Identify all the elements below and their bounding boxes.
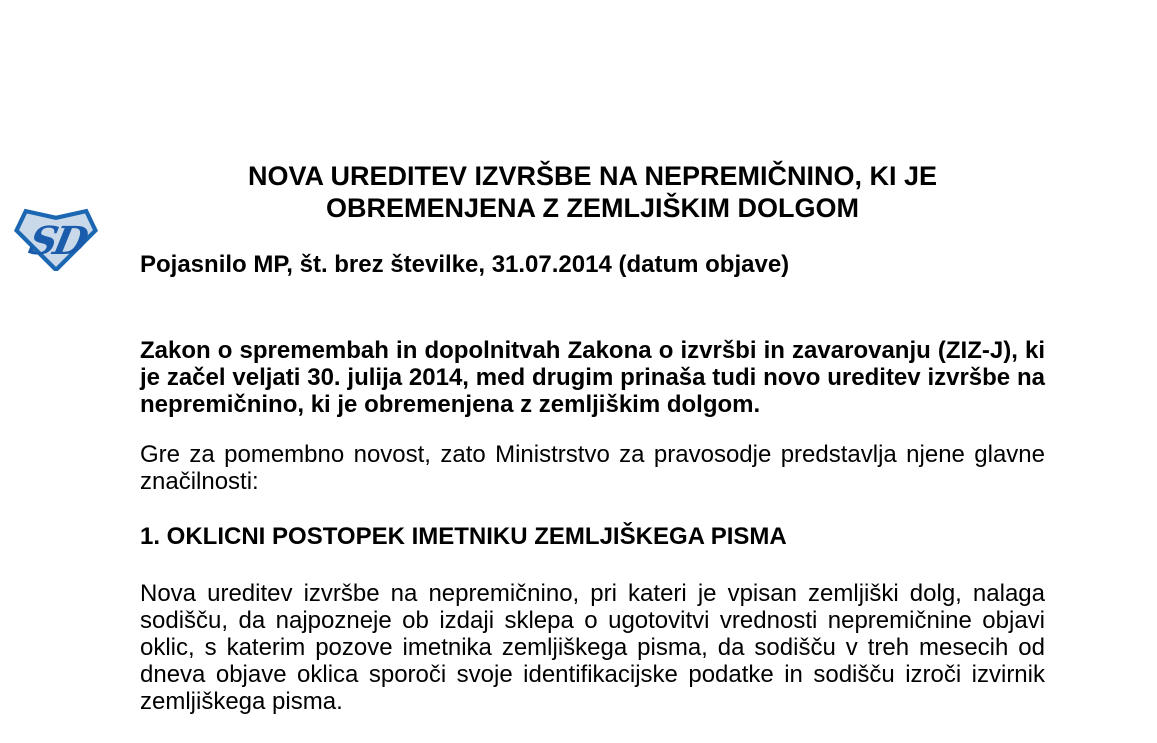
page-title-line-2: OBREMENJENA Z ZEMLJIŠKIM DOLGOM bbox=[325, 193, 859, 223]
document-page bbox=[0, 160, 1157, 743]
logo-letters: SD bbox=[24, 218, 90, 264]
section-heading: 1. OKLICNI POSTOPEK IMETNIKU ZEMLJIŠKEGA PISMA bbox=[140, 523, 787, 550]
page-title bbox=[140, 160, 1045, 224]
paragraph-body: Nova ureditev izvršbe na nepremičnino, pri kateri je vpisan zemljiški dolg, nalaga sodišču, da najpozneje ob izdaji sklepa o ugotovitvi vrednosti nepremičnine objavi oklic, s katerim pozove imetnika zemljiškega pisma, da sodišču v treh mesecih od dneva objave oklica sporoči svoje identifikacijske podatke in sodišču izroči izvirnik zemljiškega pisma. bbox=[140, 580, 1045, 715]
document-content bbox=[0, 160, 1157, 715]
sd-logo bbox=[14, 205, 98, 271]
sd-logo-graphic bbox=[14, 205, 98, 271]
page-title-line-1: NOVA UREDITEV IZVRŠBE NA NEPREMIČNINO, KI JE bbox=[247, 161, 938, 191]
paragraph-intro: Gre za pomembno novost, zato Ministrstvo za pravosodje predstavlja njene glavne značilnosti: bbox=[140, 441, 1045, 495]
paragraph-law-summary: Zakon o spremembah in dopolnitvah Zakona o izvršbi in zavarovanju (ZIZ-J), ki je začel veljati 30. julija 2014, med drugim prinaša tudi novo ureditev izvršbe na nepremičnino, ki je obremenjena z zemljiškim dolgom. bbox=[140, 337, 1045, 418]
document-subtitle: Pojasnilo MP, št. brez številke, 31.07.2014 (datum objave) bbox=[140, 251, 790, 278]
